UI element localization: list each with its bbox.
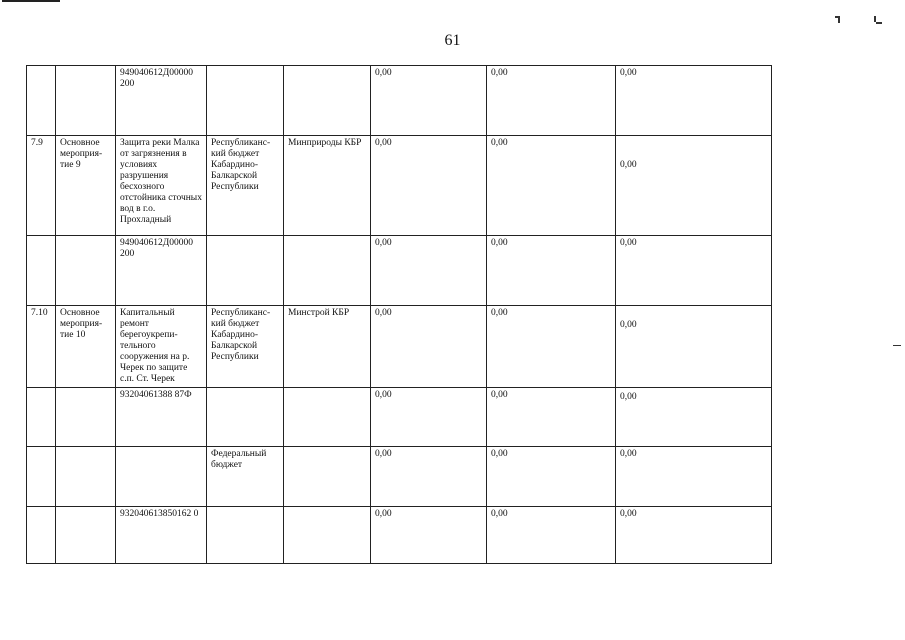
cell-number: 7.10 (27, 306, 56, 388)
cell-name: 949040612Д00000 200 (116, 236, 207, 306)
scan-artifact-mark (876, 22, 882, 24)
cell-name: Капитальный ремонт берегоукрепи-тельного сооружения на р. Черек по защите с.п. Ст. Черек (116, 306, 207, 388)
cell-value-3: 0,00 (616, 66, 772, 136)
cell-executor (284, 507, 371, 564)
cell-source: Республиканс-кий бюджет Кабардино-Балкарской Республики (207, 136, 284, 236)
cell-type (56, 388, 116, 447)
cell-type (56, 66, 116, 136)
cell-value-2: 0,00 (487, 66, 616, 136)
cell-number: 7.9 (27, 136, 56, 236)
cell-value-3: 0,00 (616, 447, 772, 507)
cell-executor: Минприроды КБР (284, 136, 371, 236)
cell-source (207, 66, 284, 136)
cell-number (27, 507, 56, 564)
cell-value-3: 0,00 (616, 236, 772, 306)
scan-artifact-line (2, 0, 60, 2)
cell-source (207, 507, 284, 564)
cell-value-2: 0,00 (487, 136, 616, 236)
cell-type (56, 447, 116, 507)
cell-value-1: 0,00 (371, 306, 487, 388)
cell-source (207, 236, 284, 306)
cell-source (207, 388, 284, 447)
cell-name (116, 447, 207, 507)
cell-name: 932040613850162 0 (116, 507, 207, 564)
cell-source: Федеральный бюджет (207, 447, 284, 507)
cell-value-3: 0,00 (616, 306, 772, 388)
cell-value-2: 0,00 (487, 306, 616, 388)
cell-value-3: 0,00 (616, 507, 772, 564)
cell-value-1: 0,00 (371, 236, 487, 306)
cell-value-2: 0,00 (487, 507, 616, 564)
table-row (27, 66, 772, 136)
cell-name: Защита реки Малка от загрязнения в условиях разрушения бесхозного отстойника сточных вод в г.о. Прохладный (116, 136, 207, 236)
cell-value-3: 0,00 (616, 136, 772, 236)
cell-executor (284, 388, 371, 447)
cell-name: 93204061388 87Ф (116, 388, 207, 447)
budget-table (26, 65, 772, 564)
cell-number (27, 388, 56, 447)
scan-artifact-mark (838, 18, 840, 23)
cell-type (56, 236, 116, 306)
cell-number (27, 66, 56, 136)
cell-executor (284, 236, 371, 306)
cell-number (27, 447, 56, 507)
page-number: 61 (444, 32, 461, 49)
cell-value-2: 0,00 (487, 388, 616, 447)
cell-value-1: 0,00 (371, 388, 487, 447)
table-row (27, 447, 772, 507)
table-row (27, 306, 772, 388)
cell-value-1: 0,00 (371, 507, 487, 564)
cell-executor (284, 447, 371, 507)
cell-number (27, 236, 56, 306)
scan-artifact-mark (893, 345, 901, 346)
cell-value-1: 0,00 (371, 136, 487, 236)
cell-value-3: 0,00 (616, 388, 772, 447)
cell-type: Основное мероприя-тие 10 (56, 306, 116, 388)
table-row (27, 388, 772, 447)
table-row (27, 136, 772, 236)
table-row (27, 507, 772, 564)
cell-source: Республиканс-кий бюджет Кабардино-Балкарской Республики (207, 306, 284, 388)
table-row (27, 236, 772, 306)
cell-value-1: 0,00 (371, 66, 487, 136)
cell-value-1: 0,00 (371, 447, 487, 507)
cell-value-2: 0,00 (487, 236, 616, 306)
cell-value-2: 0,00 (487, 447, 616, 507)
cell-executor (284, 66, 371, 136)
cell-type (56, 507, 116, 564)
cell-type: Основное мероприя-тие 9 (56, 136, 116, 236)
cell-name: 949040612Д00000 200 (116, 66, 207, 136)
cell-executor: Минстрой КБР (284, 306, 371, 388)
